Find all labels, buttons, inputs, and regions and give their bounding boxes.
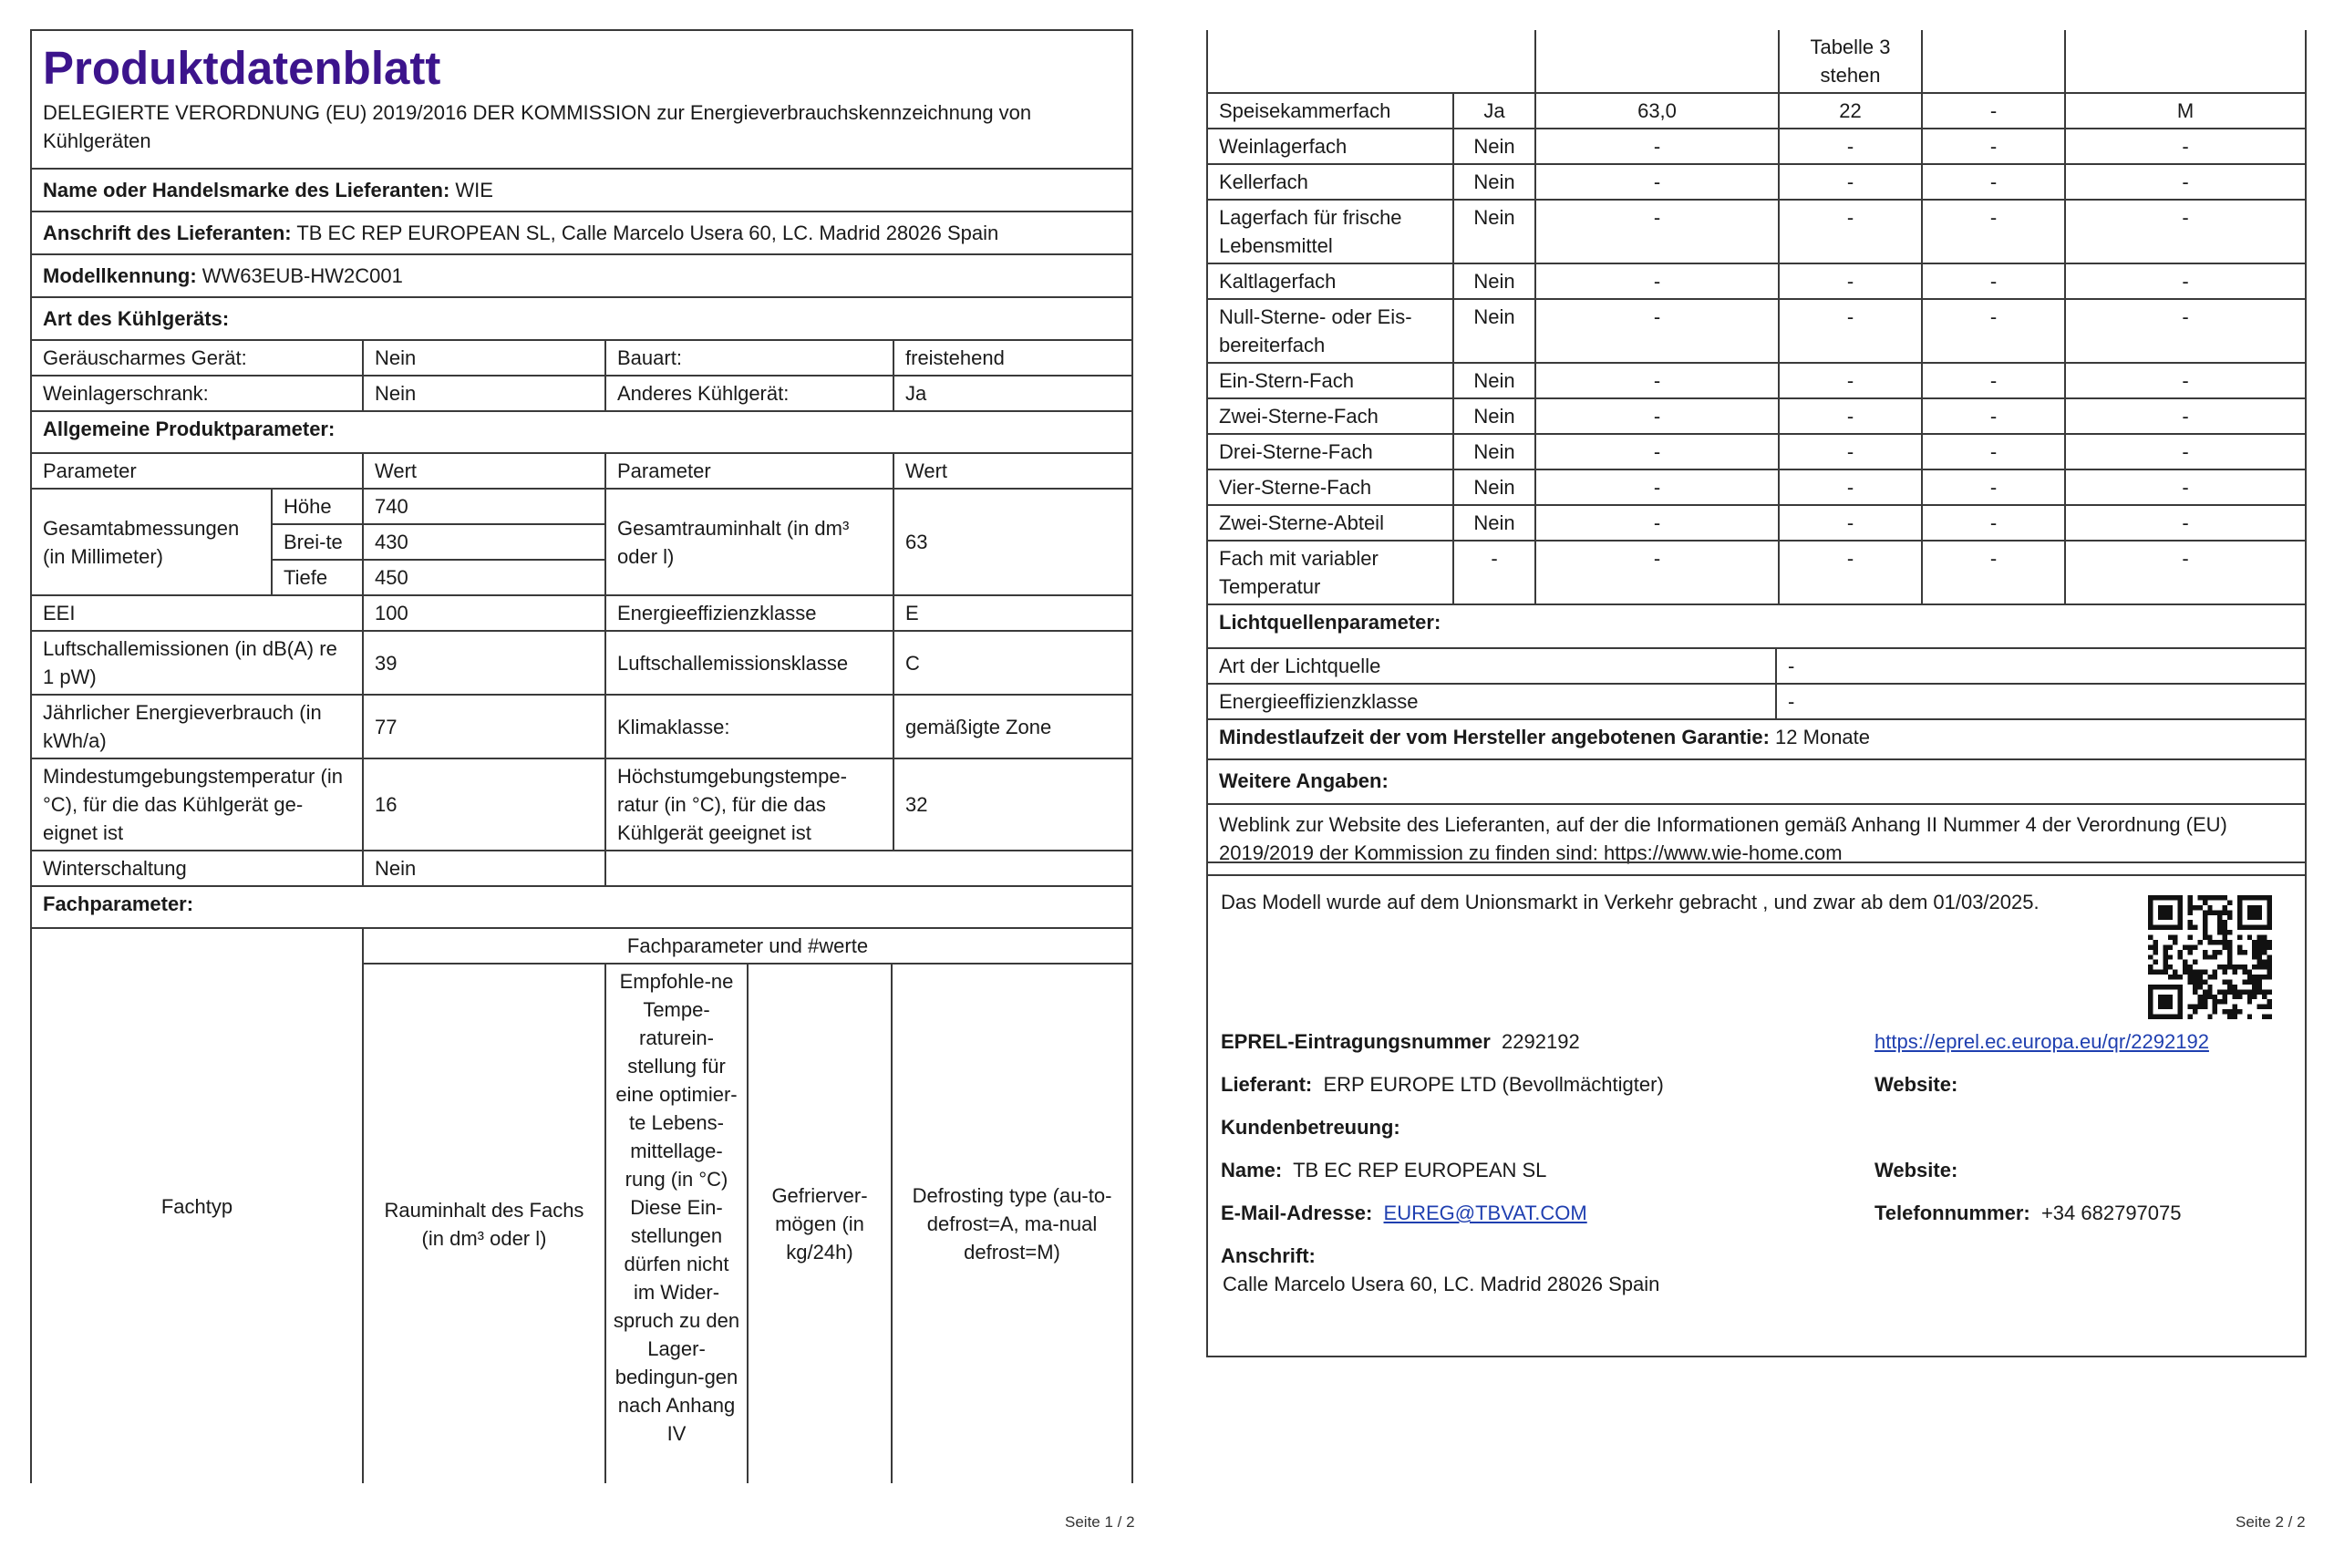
compartment-present: Nein [1453, 299, 1535, 363]
type-value: Nein [363, 340, 605, 376]
volume-value: 63 [893, 489, 1132, 595]
light-class-label: Energieeffizienzklasse [1207, 684, 1776, 719]
compartment-present: Nein [1453, 505, 1535, 541]
compartment-temp: - [1779, 505, 1922, 541]
compartment-freeze: - [1922, 398, 2065, 434]
energy-value: 77 [363, 695, 605, 758]
page-2 [1206, 30, 2307, 1295]
compartment-present: Nein [1453, 164, 1535, 200]
compartment-defrost: - [2065, 434, 2306, 469]
compartment-name: Weinlagerfach [1207, 129, 1453, 164]
compartment-defrost: M [2065, 93, 2306, 129]
compartment-freeze: - [1922, 299, 2065, 363]
compartment-temp: - [1779, 434, 1922, 469]
compartment-temp: - [1779, 541, 1922, 604]
compartment-name: Lagerfach für frische Lebensmittel [1207, 200, 1453, 263]
light-table [1206, 603, 2307, 876]
compartment-present: Nein [1453, 363, 1535, 398]
noise-label: Luftschallemissionen (in dB(A) re 1 pW) [31, 631, 363, 695]
fachtyp-header: Fachtyp [31, 928, 363, 1483]
compartment-name: Kaltlagerfach [1207, 263, 1453, 299]
winter-label: Winterschaltung [31, 851, 363, 886]
height-label: Höhe [272, 489, 363, 524]
winter-value: Nein [363, 851, 605, 886]
weblink-text: Weblink zur Website des Lieferanten, auf der die Informationen gemäß Anhang II Nummer 4 der Verordnung (EU) 2019/2019 der Kommission zu finden sind: [1219, 813, 2227, 864]
compartment-row [1207, 505, 2306, 541]
compartment-name: Null-Sterne- oder Eis-bereiterfach [1207, 299, 1453, 363]
compartment-freeze: - [1922, 93, 2065, 129]
compartment-name: Ein-Stern-Fach [1207, 363, 1453, 398]
type-row [31, 340, 1132, 376]
min-temp-value: 16 [363, 758, 605, 851]
compartment-freeze: - [1922, 505, 2065, 541]
more-heading: Weitere Angaben: [1207, 759, 2306, 804]
compartment-defrost: - [2065, 541, 2306, 604]
compartment-row [1207, 299, 2306, 363]
max-temp-value: 32 [893, 758, 1132, 851]
compartment-freeze: - [1922, 164, 2065, 200]
eei-label: EEI [31, 595, 363, 631]
dimensions-label: Gesamtabmessungen (in Millimeter) [31, 489, 272, 595]
eprel-value: 2292192 [1502, 1030, 1580, 1053]
compartment-freeze: - [1922, 434, 2065, 469]
compartment-name: Drei-Sterne-Fach [1207, 434, 1453, 469]
empty-cell [605, 851, 1132, 886]
type-table [30, 339, 1133, 454]
page-1 [30, 29, 1133, 1483]
supplier-name-row [31, 169, 1132, 211]
qr-code-icon[interactable] [2148, 895, 2272, 1019]
climate-value: gemäßigte Zone [893, 695, 1132, 758]
model-label: Modellkennung: [43, 264, 197, 287]
eprel-label: EPREL-Eintragungsnummer [1221, 1030, 1491, 1053]
climate-label: Klimaklasse: [605, 695, 893, 758]
page-subtitle: DELEGIERTE VERORDNUNG (EU) 2019/2016 DER KOMMISSION zur Energieverbrauchskennzeichnung von Kühlgeräten [43, 101, 1032, 152]
compartment-header-table [30, 927, 1133, 1483]
comp-params-header: Fachparameter und #werte [363, 928, 1132, 964]
compartment-freeze: - [1922, 129, 2065, 164]
compartment-name: Vier-Sterne-Fach [1207, 469, 1453, 505]
eprel-box [1206, 861, 2307, 1357]
compartment-volume: 63,0 [1535, 93, 1779, 129]
volume-label: Gesamtrauminhalt (in dm³ oder l) [605, 489, 893, 595]
min-temp-label: Mindestumgebungstemperatur (in °C), für die das Kühlgerät ge-eignet ist [31, 758, 363, 851]
compartment-temp: - [1779, 398, 1922, 434]
max-temp-label: Höchstumgebungstempe-ratur (in °C), für die das Kühlgerät geeignet ist [605, 758, 893, 851]
type-label: Anderes Kühlgerät: [605, 376, 893, 411]
website-label-2: Website: [1874, 1159, 1958, 1181]
col-freeze-header: Gefrierver-mögen (in kg/24h) [748, 964, 892, 1483]
compartment-name: Kellerfach [1207, 164, 1453, 200]
type-label: Weinlagerschrank: [31, 376, 363, 411]
compartment-row [1207, 434, 2306, 469]
compartment-defrost: - [2065, 505, 2306, 541]
compartment-defrost: - [2065, 200, 2306, 263]
compartment-volume: - [1535, 434, 1779, 469]
compartment-temp: - [1779, 129, 1922, 164]
compartment-defrost: - [2065, 299, 2306, 363]
noise-class-value: C [893, 631, 1132, 695]
compartment-name: Zwei-Sterne-Abteil [1207, 505, 1453, 541]
light-class-value: - [1776, 684, 2306, 719]
header-table [30, 29, 1133, 341]
compartment-present: - [1453, 541, 1535, 604]
warranty-value: 12 Monate [1775, 726, 1871, 748]
noise-value: 39 [363, 631, 605, 695]
page-1-footer: Seite 1 / 2 [1065, 1513, 1135, 1531]
param-header: Parameter [605, 453, 893, 489]
supplier-address-value: TB EC REP EUROPEAN SL, Calle Marcelo Usera 60, LC. Madrid 28026 Spain [296, 222, 999, 244]
type-row [31, 376, 1132, 411]
supplier-label: Lieferant: [1221, 1073, 1313, 1096]
compartment-row [1207, 263, 2306, 299]
compartment-defrost: - [2065, 363, 2306, 398]
compartment-row [1207, 129, 2306, 164]
phone-value: +34 682797075 [2040, 1202, 2182, 1224]
supplier-name-value: WIE [455, 179, 493, 201]
model-row [31, 254, 1132, 297]
compartment-temp: - [1779, 299, 1922, 363]
compartment-temp: - [1779, 469, 1922, 505]
compartment-present: Ja [1453, 93, 1535, 129]
width-value: 430 [363, 524, 605, 560]
depth-label: Tiefe [272, 560, 363, 595]
compartments-table [1206, 30, 2307, 605]
weblink-url[interactable]: https://www.wie-home.com [1603, 841, 1843, 864]
compartment-volume: - [1535, 299, 1779, 363]
compartment-temp: 22 [1779, 93, 1922, 129]
warranty-row [1207, 719, 2306, 759]
col-volume-header: Rauminhalt des Fachs (in dm³ oder l) [363, 964, 605, 1483]
compartment-name: Zwei-Sterne-Fach [1207, 398, 1453, 434]
compartment-row [1207, 200, 2306, 263]
support-label: Kundenbetreuung: [1221, 1116, 1400, 1139]
name-value: TB EC REP EUROPEAN SL [1293, 1159, 1547, 1181]
compartment-volume: - [1535, 541, 1779, 604]
type-value: Ja [893, 376, 1132, 411]
general-params-table [30, 452, 1133, 929]
compartment-freeze: - [1922, 469, 2065, 505]
value-header: Wert [363, 453, 605, 489]
compartment-present: Nein [1453, 398, 1535, 434]
email-link[interactable]: EUREG@TBVAT.COM [1383, 1202, 1587, 1224]
compartment-defrost: - [2065, 129, 2306, 164]
compartment-volume: - [1535, 505, 1779, 541]
compartment-temp: - [1779, 363, 1922, 398]
noise-class-label: Luftschallemissionsklasse [605, 631, 893, 695]
efficiency-label: Energieeffizienzklasse [605, 595, 893, 631]
width-label: Brei-te [272, 524, 363, 560]
name-label: Name: [1221, 1159, 1283, 1181]
efficiency-value: E [893, 595, 1132, 631]
compartment-name: Speisekammerfach [1207, 93, 1453, 129]
compartment-volume: - [1535, 469, 1779, 505]
light-type-label: Art der Lichtquelle [1207, 648, 1776, 684]
type-value: Nein [363, 376, 605, 411]
compartment-row [1207, 164, 2306, 200]
supplier-address-label: Anschrift des Lieferanten: [43, 222, 292, 244]
supplier-value: ERP EUROPE LTD (Bevollmächtigter) [1323, 1073, 1664, 1096]
compartment-defrost: - [2065, 263, 2306, 299]
type-label: Bauart: [605, 340, 893, 376]
supplier-address-row [31, 211, 1132, 254]
compartment-temp: - [1779, 263, 1922, 299]
top-header: Tabelle 3 stehen [1779, 30, 1922, 93]
height-value: 740 [363, 489, 605, 524]
compartment-defrost: - [2065, 398, 2306, 434]
compartment-row [1207, 363, 2306, 398]
compartment-heading: Fachparameter: [31, 886, 1132, 928]
compartment-temp: - [1779, 200, 1922, 263]
general-heading: Allgemeine Produktparameter: [31, 411, 1132, 453]
email-label: E-Mail-Adresse: [1221, 1202, 1373, 1224]
compartment-volume: - [1535, 164, 1779, 200]
compartment-freeze: - [1922, 200, 2065, 263]
website-label: Website: [1874, 1073, 1958, 1096]
page-2-footer: Seite 2 / 2 [2236, 1513, 2306, 1531]
compartment-temp: - [1779, 164, 1922, 200]
compartment-freeze: - [1922, 263, 2065, 299]
compartment-freeze: - [1922, 363, 2065, 398]
value-header: Wert [893, 453, 1132, 489]
compartment-name: Fach mit variabler Temperatur [1207, 541, 1453, 604]
compartment-freeze: - [1922, 541, 2065, 604]
compartment-row [1207, 398, 2306, 434]
supplier-name-label: Name oder Handelsmarke des Lieferanten: [43, 179, 450, 201]
compartment-volume: - [1535, 363, 1779, 398]
market-text: Das Modell wurde auf dem Unionsmarkt in Verkehr gebracht , und zwar ab dem 01/03/2025. [1221, 891, 2040, 913]
eei-value: 100 [363, 595, 605, 631]
type-heading: Art des Kühlgeräts: [31, 297, 1132, 340]
compartment-present: Nein [1453, 469, 1535, 505]
type-label: Geräuscharmes Gerät: [31, 340, 363, 376]
col-defrost-header: Defrosting type (au-to-defrost=A, ma-nual defrost=M) [892, 964, 1132, 1483]
address-value: Calle Marcelo Usera 60, LC. Madrid 28026 Spain [1223, 1273, 1660, 1295]
compartment-present: Nein [1453, 200, 1535, 263]
compartment-volume: - [1535, 129, 1779, 164]
energy-label: Jährlicher Energieverbrauch (in kWh/a) [31, 695, 363, 758]
type-value: freistehend [893, 340, 1132, 376]
page-title: Produktdatenblatt [43, 42, 441, 94]
compartment-present: Nein [1453, 129, 1535, 164]
phone-label: Telefonnummer: [1874, 1202, 2030, 1224]
compartment-present: Nein [1453, 263, 1535, 299]
compartment-volume: - [1535, 398, 1779, 434]
depth-value: 450 [363, 560, 605, 595]
warranty-label: Mindestlaufzeit der vom Hersteller angebotenen Garantie: [1219, 726, 1770, 748]
compartment-defrost: - [2065, 164, 2306, 200]
light-type-value: - [1776, 648, 2306, 684]
compartment-volume: - [1535, 200, 1779, 263]
light-heading: Lichtquellenparameter: [1207, 604, 2306, 648]
param-header: Parameter [31, 453, 363, 489]
compartment-row [1207, 541, 2306, 604]
compartment-defrost: - [2065, 469, 2306, 505]
col-temp-header: Empfohle-ne Tempe-raturein-stellung für eine optimier-te Lebens-mittellage-rung (in °C) Diese Ein-stellungen dürfen nicht im Wider-spruch zu den Lager-bedingun-gen nach Anhang IV [605, 964, 748, 1483]
compartment-row [1207, 93, 2306, 129]
compartment-present: Nein [1453, 434, 1535, 469]
address-label: Anschrift: [1221, 1244, 1316, 1267]
model-value: WW63EUB-HW2C001 [201, 264, 403, 287]
compartment-row [1207, 469, 2306, 505]
eprel-link[interactable]: https://eprel.ec.europa.eu/qr/2292192 [1874, 1030, 2209, 1053]
compartment-volume: - [1535, 263, 1779, 299]
